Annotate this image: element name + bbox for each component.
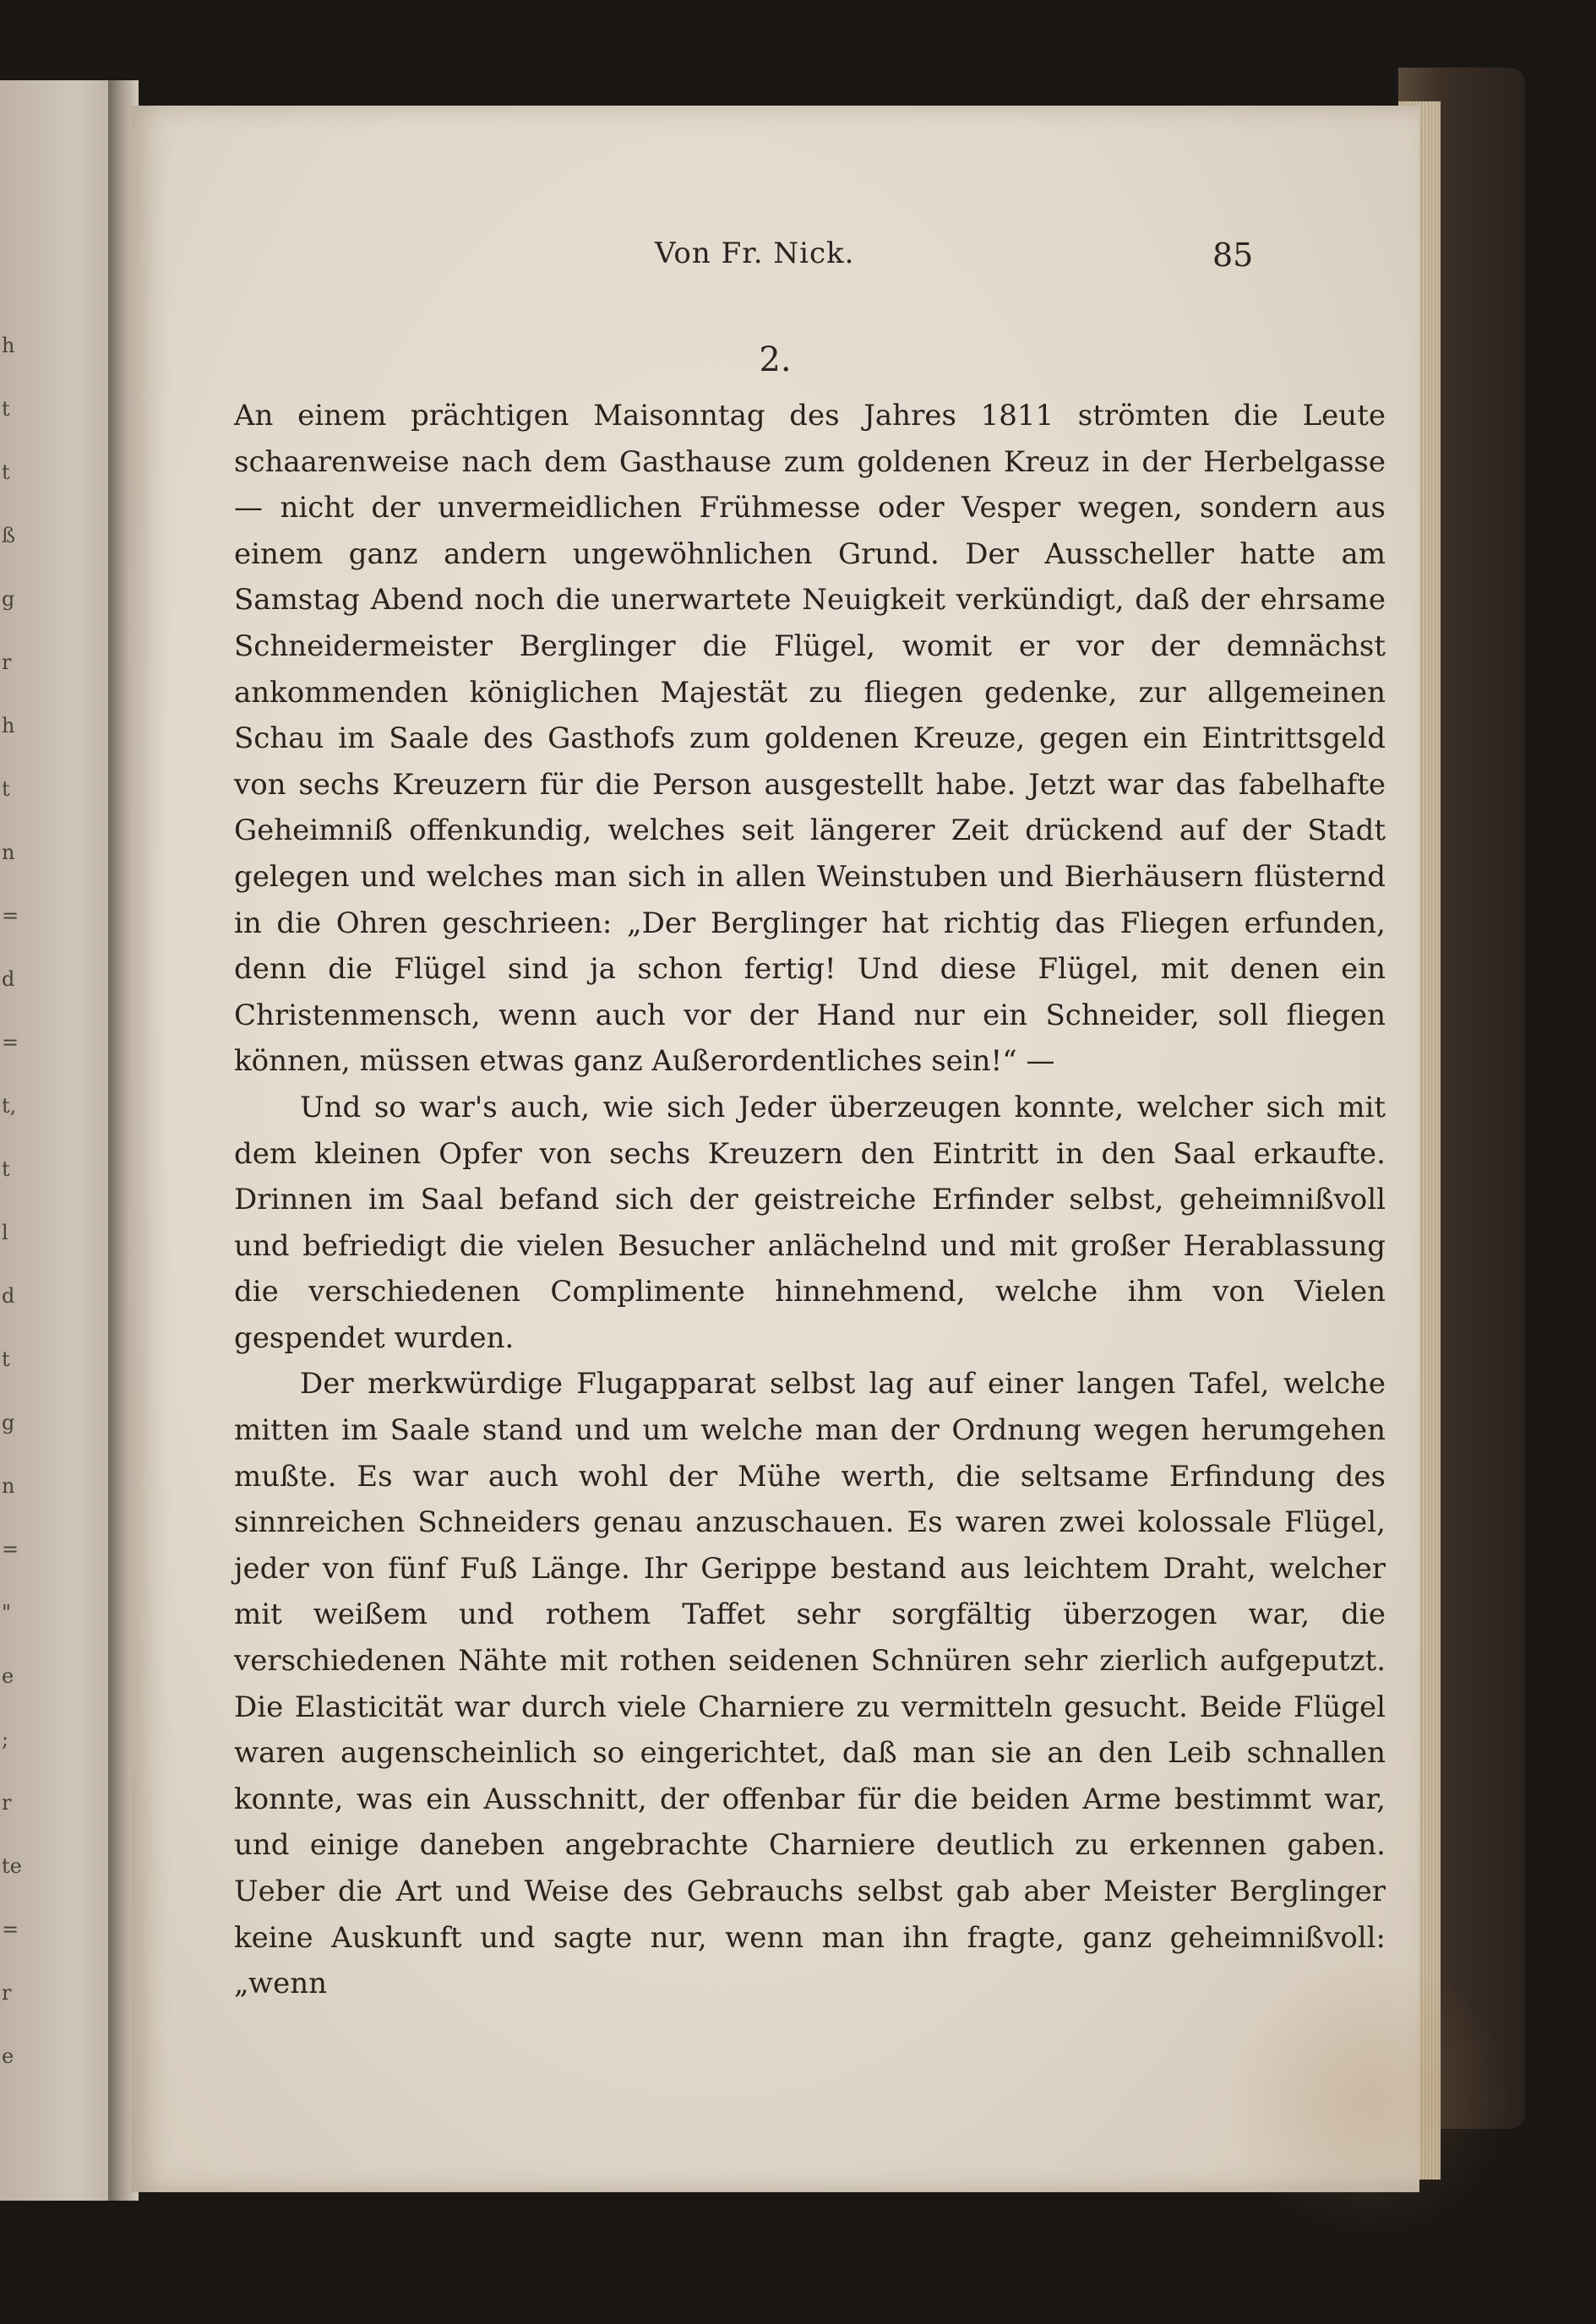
facing-page-fragment: = <box>2 904 19 928</box>
paragraph: An einem prächtigen Maisonntag des Jahres 1811 strömten die Leute schaarenweise nach dem Gasthause zum goldenen Kreuz in der Herbelgasse — nicht der unvermeidlichen Frühmesse oder Vesper wegen, sondern aus einem ganz andern ungewöhnlichen Grund. Der Ausscheller hatte am Samstag Abend noch die unerwartete Neuigkeit verkündigt, daß der ehrsame Schneidermeister Berglinger die Flügel, womit er vor der demnächst ankommenden königlichen Majestät zu fliegen gedenke, zur allgemeinen Schau im Saale des Gasthofs zum goldenen Kreuze, gegen ein Eintrittsgeld von sechs Kreuzern für die Person ausgestellt habe. Jetzt war das fabelhafte Geheimniß offenkundig, welches seit längerer Zeit drückend auf der Stadt gelegen und welches man sich in allen Weinstuben und Bierhäusern flüsternd in die Ohren geschrieen: „Der Berglinger hat richtig das Fliegen erfunden, denn die Flügel sind ja schon fertig! Und diese Flügel, mit denen ein Christenmensch, wenn auch vor der Hand nur ein Schneider, soll fliegen können, müssen etwas ganz Außerordentliches sein!“ — <box>234 399 1386 1079</box>
facing-page-fragment: te <box>2 1854 22 1878</box>
facing-page-fragment: e <box>2 2044 14 2068</box>
running-head-title: Von Fr. Nick. <box>655 237 855 270</box>
paragraph: Und so war's auch, wie sich Jeder überzeugen konnte, welcher sich mit dem kleinen Opfer von sechs Kreuzern den Eintritt in den Saal erkaufte. Drinnen im Saal befand sich der geistreiche Erfinder selbst, geheimnißvoll und befriedigt die vielen Besucher anlächelnd und mit großer Herablassung die verschiedenen Complimente hinnehmend, welche ihm von Vielen gespendet wurden. <box>234 1090 1386 1355</box>
facing-page-fragment: " <box>2 1601 12 1625</box>
facing-page-fragment: t <box>2 777 10 801</box>
facing-page-fragment: t <box>2 1157 10 1181</box>
paragraph: Der merkwürdige Flugapparat selbst lag auf einer langen Tafel, welche mitten im Saale stand und um welche man der Ordnung wegen herumgehen mußte. Es war auch wohl der Mühe werth, die seltsame Erfindung des sinnreichen Schneiders genau anzuschauen. Es waren zwei kolossale Flügel, jeder von fünf Fuß Länge. Ihr Gerippe bestand aus leichtem Draht, welcher mit weißem und rothem Taffet sehr sorgfältig überzogen war, die verschiedenen Nähte mit rothen seidenen Schnüren sehr zierlich aufgeputzt. Die Elasticität war durch viele Charniere zu vermitteln gesucht. Beide Flügel waren augenscheinlich so eingerichtet, daß man sie an den Leib schnallen konnte, was ein Ausschnitt, der offenbar für die beiden Arme bestimmt war, und einige daneben angebrachte Charniere deutlich zu erkennen gaben. Ueber die Art und Weise des Gebrauchs selbst gab aber Meister Berglinger keine Auskunft und sagte nur, wenn man ihn fragte, ganz geheimnißvoll: „wenn <box>234 1367 1386 2001</box>
facing-page-fragment: t <box>2 397 10 421</box>
facing-page-fragment: h <box>2 714 15 737</box>
facing-page-fragment: = <box>2 1031 19 1054</box>
facing-page-text-fragments <box>0 80 25 2201</box>
facing-page-fragment: t <box>2 460 10 484</box>
facing-page-fragment: g <box>2 587 15 611</box>
page-number: 85 <box>1212 237 1254 274</box>
facing-page-fragment: = <box>2 1538 19 1561</box>
facing-page-fragment: ; <box>2 1728 9 1751</box>
facing-page-fragment: e <box>2 1664 14 1688</box>
facing-page-fragment: t, <box>2 1094 17 1118</box>
facing-page-fragment: l <box>2 1221 8 1244</box>
facing-page-fragment: ß <box>2 524 16 547</box>
facing-page-fragment: d <box>2 1284 15 1308</box>
facing-page-fragment: r <box>2 1981 12 2005</box>
facing-page-fragment: d <box>2 967 15 991</box>
facing-page-fragment: r <box>2 650 12 674</box>
section-number: 2. <box>759 340 792 379</box>
running-head <box>131 237 1419 279</box>
facing-page-fragment: r <box>2 1791 12 1815</box>
facing-page-fragment: g <box>2 1411 15 1434</box>
book-page <box>131 106 1419 2192</box>
facing-page-fragment: n <box>2 1474 15 1498</box>
facing-page-fragment: = <box>2 1918 19 1941</box>
body-text <box>234 393 1386 2007</box>
facing-page-fragment: h <box>2 334 15 357</box>
facing-page-fragment: n <box>2 841 15 864</box>
facing-page-fragment: t <box>2 1347 10 1371</box>
